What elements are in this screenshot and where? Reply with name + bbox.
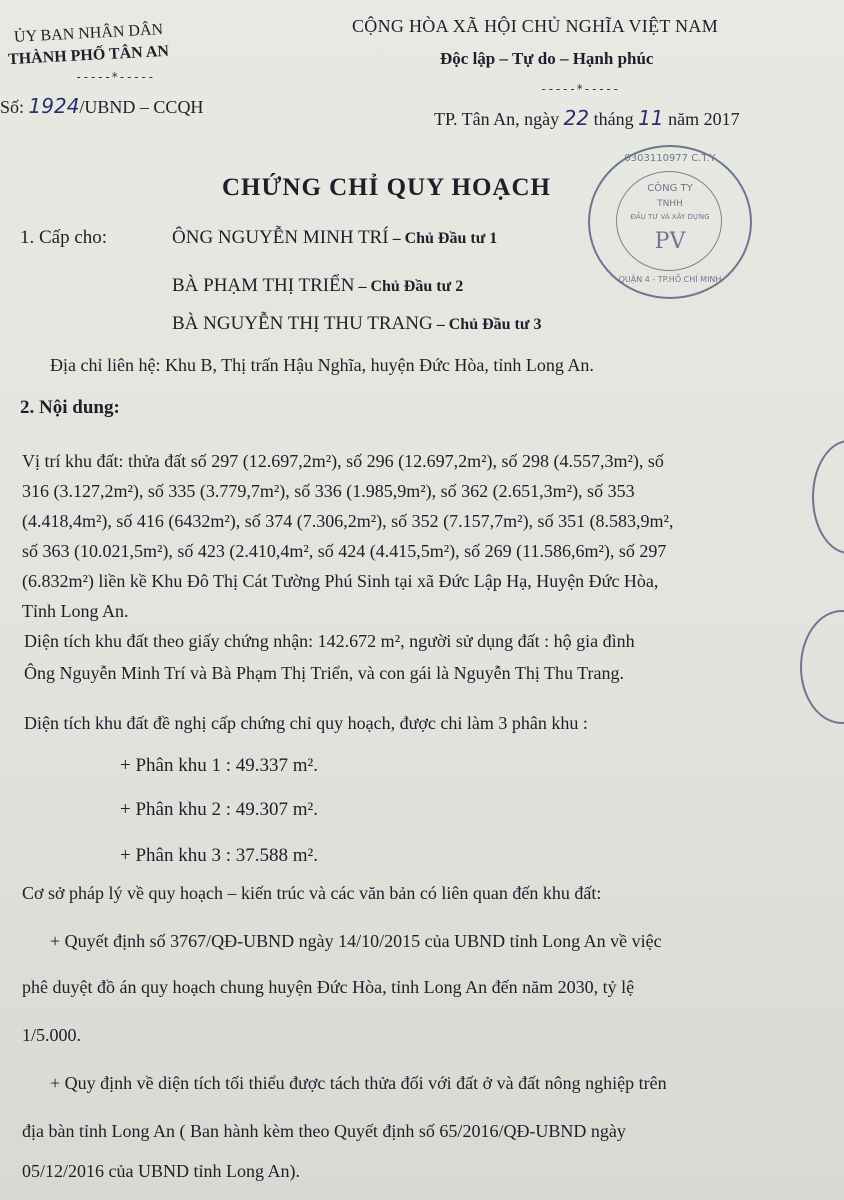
recipient-3-name: BÀ NGUYỄN THỊ THU TRANG <box>172 313 433 334</box>
right-divider: -----*----- <box>540 82 620 96</box>
proposal-text: Diện tích khu đất đề nghị cấp chứng chỉ quy hoạch, được chi làm 3 phân khu : <box>24 713 588 733</box>
section2-label: 2. Nội dung: <box>20 397 120 418</box>
location-line: (4.418,4m²), số 416 (6432m²), số 374 (7.306,2m²), số 352 (7.157,7m²), số 351 (8.583,9m², <box>22 511 674 531</box>
stamp-line1: CÔNG TY <box>647 183 693 194</box>
stamp-bottom-text: QUẬN 4 - TP.HỒ CHÍ MINH <box>618 275 722 284</box>
location-line: Vị trí khu đất: thửa đất số 297 (12.697,2m²), số 296 (12.697,2m²), số 298 (4.557,3m²), số <box>22 451 664 471</box>
company-stamp <box>588 145 752 299</box>
document-number <box>0 96 203 116</box>
recipient-1 <box>172 228 497 247</box>
left-divider: -----*----- <box>75 70 155 84</box>
recipient-2-name: BÀ PHẠM THỊ TRIỂN <box>172 275 355 296</box>
number-prefix: Số: <box>0 97 25 117</box>
decision-1-line: + Quyết định số 3767/QĐ-UBND ngày 14/10/2015 của UBND tỉnh Long An về việc <box>50 931 662 951</box>
document-title: CHỨNG CHỈ QUY HOẠCH <box>222 174 551 201</box>
certified-area: Diện tích khu đất theo giấy chứng nhận: 142.672 m², người sử dụng đất : hộ gia đình <box>24 631 635 651</box>
location-line: Tỉnh Long An. <box>22 601 129 621</box>
location-line: 316 (3.127,2m²), số 335 (3.779,7m²), số 336 (1.985,9m²), số 362 (2.651,3m²), số 353 <box>22 481 635 501</box>
date-day: 22 <box>563 106 590 130</box>
recipient-3 <box>172 314 541 333</box>
issuer-line2: THÀNH PHỐ TÂN AN <box>7 42 170 69</box>
recipient-2 <box>172 276 463 295</box>
stamp-line2: TNHH <box>657 199 683 209</box>
date-month-label: tháng <box>593 109 634 129</box>
margin-stamp-top <box>812 440 844 554</box>
date-month: 11 <box>638 106 664 130</box>
number-handwritten: 1924 <box>28 94 80 118</box>
recipient-1-name: ÔNG NGUYỄN MINH TRÍ <box>172 227 389 248</box>
recipient-3-role: – Chủ Đầu tư 3 <box>432 316 542 333</box>
decision-2-line: địa bàn tỉnh Long An ( Ban hành kèm theo Quyết định số 65/2016/QĐ-UBND ngày <box>22 1121 626 1141</box>
zone-item: + Phân khu 1 : 49.337 m². <box>120 755 318 776</box>
zone-item: + Phân khu 2 : 49.307 m². <box>120 799 318 820</box>
contact-address: Địa chỉ liên hệ: Khu B, Thị trấn Hậu Nghĩa, huyện Đức Hòa, tỉnh Long An. <box>50 355 594 375</box>
issue-date <box>434 108 740 128</box>
recipient-1-role: – Chủ Đầu tư 1 <box>388 230 498 247</box>
number-suffix: /UBND – CCQH <box>79 97 204 117</box>
section1-label: 1. Cấp cho: <box>20 227 108 248</box>
issuer-line1: ỦY BAN NHÂN DÂN <box>13 21 164 46</box>
decision-1-line: phê duyệt đồ án quy hoạch chung huyện Đức Hòa, tỉnh Long An đến năm 2030, tỷ lệ <box>22 977 635 997</box>
date-year: năm 2017 <box>668 109 740 129</box>
decision-2-line: + Quy định về diện tích tối thiểu được tách thửa đối với đất ở và đất nông nghiệp trên <box>50 1073 667 1093</box>
decision-2-line: 05/12/2016 của UBND tỉnh Long An). <box>22 1161 300 1181</box>
zone-item: + Phân khu 3 : 37.588 m². <box>120 845 318 866</box>
motto: Độc lập – Tự do – Hạnh phúc <box>440 49 654 68</box>
location-line: (6.832m²) liền kề Khu Đô Thị Cát Tường Phú Sinh tại xã Đức Lập Hạ, Huyện Đức Hòa, <box>22 571 659 591</box>
land-users: Ông Nguyễn Minh Trí và Bà Phạm Thị Triển, và con gái là Nguyễn Thị Thu Trang. <box>24 663 625 683</box>
stamp-initials: PV <box>654 229 686 254</box>
stamp-line3: ĐẦU TƯ VÀ XÂY DỰNG <box>630 213 710 221</box>
recipient-2-role: – Chủ Đầu tư 2 <box>354 278 464 295</box>
stamp-outer-text: 0303110977 C.T.Y <box>624 153 716 164</box>
location-line: số 363 (10.021,5m²), số 423 (2.410,4m², số 424 (4.415,5m²), số 269 (11.586,6m²), số 297 <box>22 541 667 561</box>
country-name: CỘNG HÒA XÃ HỘI CHỦ NGHĨA VIỆT NAM <box>352 16 719 36</box>
decision-1-line: 1/5.000. <box>22 1025 82 1045</box>
margin-stamp-bottom <box>800 610 844 724</box>
date-prefix: TP. Tân An, ngày <box>434 109 560 129</box>
legal-basis-heading: Cơ sở pháp lý về quy hoạch – kiến trúc và các văn bản có liên quan đến khu đất: <box>22 883 602 903</box>
